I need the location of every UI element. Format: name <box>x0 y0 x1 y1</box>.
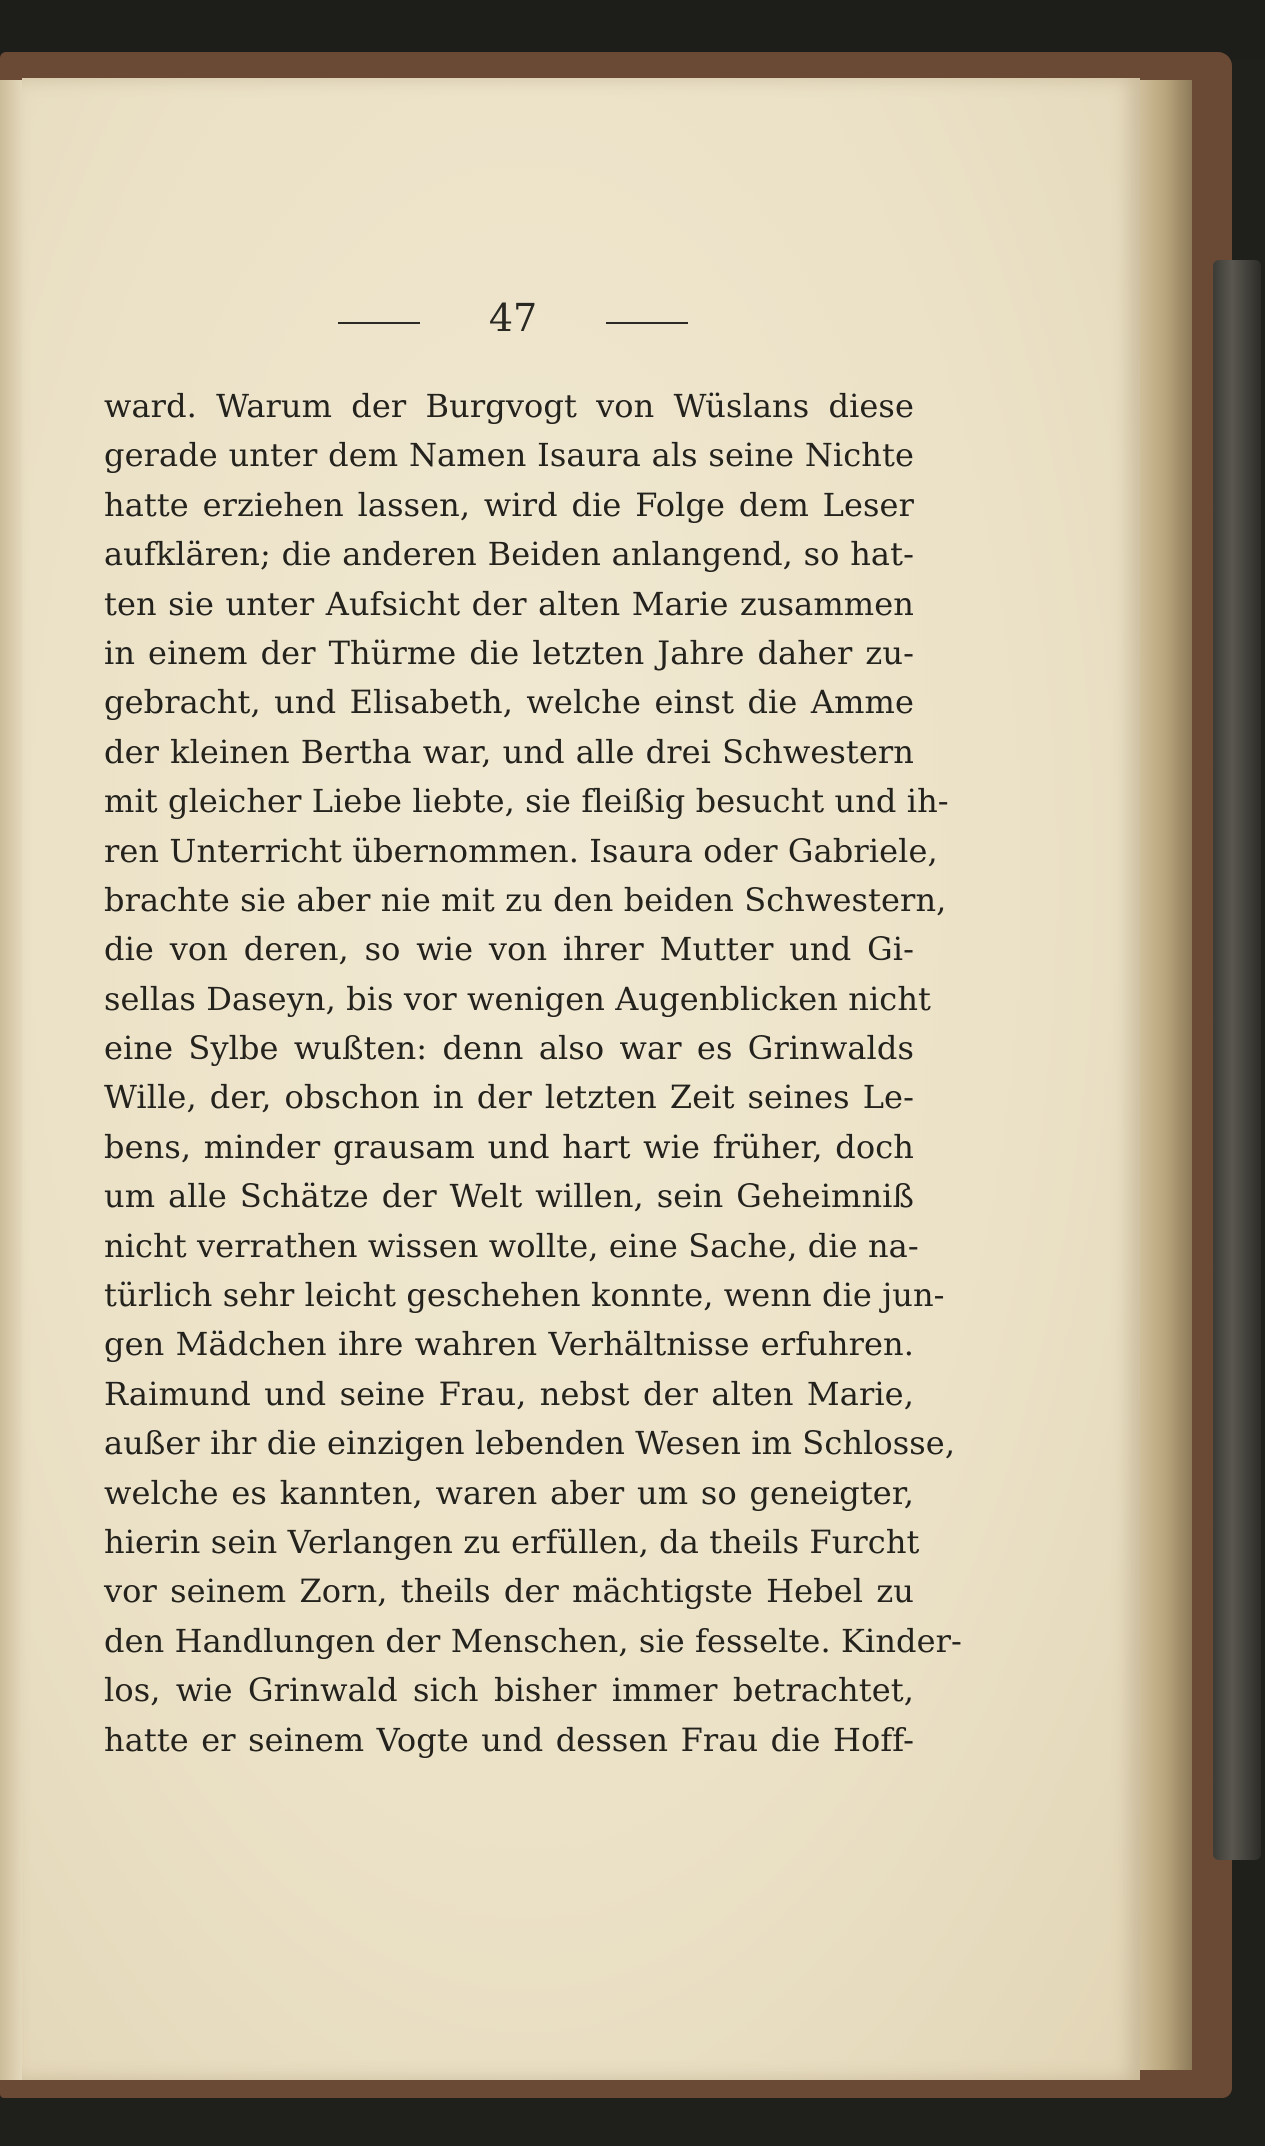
page-header <box>320 296 700 346</box>
text-line: gen Mädchen ihre wahren Verhältnisse erfuhren. <box>104 1325 914 1364</box>
text-line: nicht verrathen wissen wollte, eine Sache, die na- <box>104 1226 919 1265</box>
text-line: gebracht, und Elisabeth, welche einst die Amme <box>104 683 914 722</box>
text-line: ren Unterricht übernommen. Isaura oder Gabriele, <box>104 831 938 870</box>
text-line: aufklären; die anderen Beiden anlangend, so hat- <box>104 535 914 574</box>
text-line: außer ihr die einzigen lebenden Wesen im Schlosse, <box>104 1424 956 1463</box>
text-line: Raimund und seine Frau, nebst der alten Marie, <box>104 1374 914 1413</box>
text-line: hatte erziehen lassen, wird die Folge dem Leser <box>104 485 914 524</box>
cover-spine-edge <box>1213 260 1261 1860</box>
text-line: hierin sein Verlangen zu erfüllen, da theils Furcht <box>104 1522 920 1561</box>
page-edges <box>1140 80 1192 2070</box>
text-line: gerade unter dem Namen Isaura als seine Nichte <box>104 436 914 475</box>
page-number: 47 <box>488 296 538 340</box>
body-text <box>104 382 962 1765</box>
text-line: türlich sehr leicht geschehen konnte, wenn die jun- <box>104 1276 945 1315</box>
text-line: in einem der Thürme die letzten Jahre daher zu- <box>104 633 914 672</box>
text-line: um alle Schätze der Welt willen, sein Geheimniß <box>104 1177 914 1216</box>
text-line: der kleinen Bertha war, und alle drei Schwestern <box>104 732 914 771</box>
text-line: eine Sylbe wußten: denn also war es Grinwalds <box>104 1029 914 1068</box>
background-top <box>0 0 1265 60</box>
text-line: Wille, der, obschon in der letzten Zeit seines Le- <box>104 1078 914 1117</box>
text-line: hatte er seinem Vogte und dessen Frau die Hoff- <box>104 1720 914 1759</box>
header-dash-right <box>606 322 688 324</box>
header-dash-left <box>338 322 420 324</box>
text-line: welche es kannten, waren aber um so geneigter, <box>104 1473 914 1512</box>
text-line: mit gleicher Liebe liebte, sie fleißig besucht und ih- <box>104 782 949 821</box>
text-line: brachte sie aber nie mit zu den beiden Schwestern, <box>104 880 947 919</box>
text-line: bens, minder grausam und hart wie früher, doch <box>104 1127 914 1166</box>
text-line: ten sie unter Aufsicht der alten Marie zusammen <box>104 584 914 623</box>
text-line: die von deren, so wie von ihrer Mutter und Gi- <box>104 930 914 969</box>
text-line: los, wie Grinwald sich bisher immer betrachtet, <box>104 1671 914 1710</box>
text-line: sellas Daseyn, bis vor wenigen Augenblicken nicht <box>104 979 931 1018</box>
text-line: den Handlungen der Menschen, sie fesselte. Kinder- <box>104 1621 962 1660</box>
facing-page-edge <box>0 80 22 2080</box>
text-line: vor seinem Zorn, theils der mächtigste Hebel zu <box>104 1572 914 1611</box>
text-line: ward. Warum der Burgvogt von Wüslans diese <box>104 387 914 425</box>
